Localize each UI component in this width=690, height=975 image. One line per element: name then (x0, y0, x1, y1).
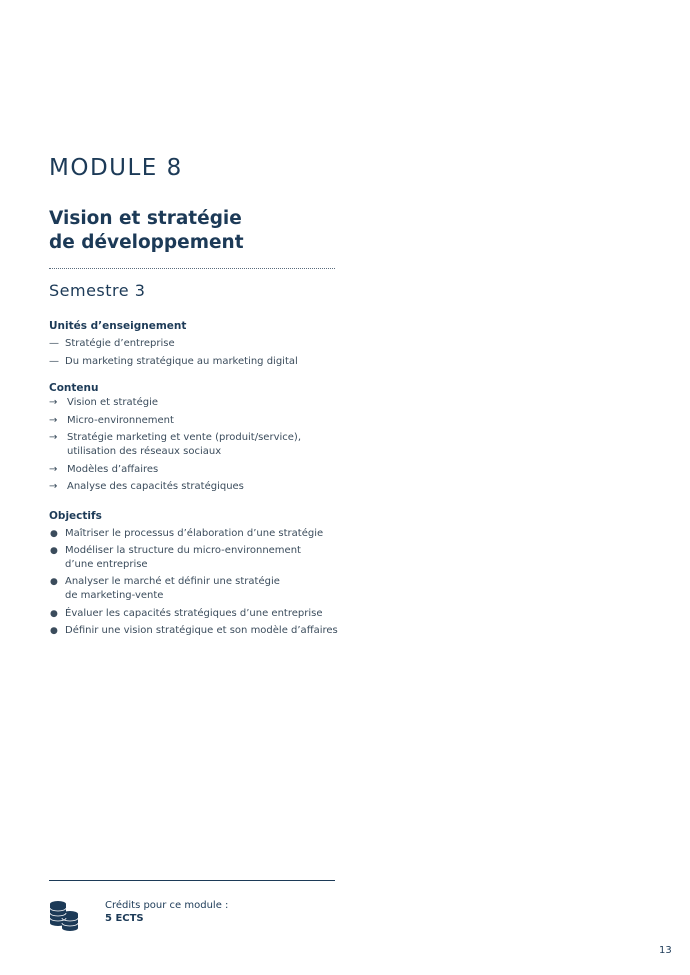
arrow-marker: → (49, 414, 58, 426)
list-item (49, 527, 349, 541)
list-item-text: Modéliser la structure du micro-environnement (65, 545, 301, 557)
list-item (49, 607, 349, 621)
list-item (49, 337, 349, 351)
credits-value: 5 ECTS (105, 913, 144, 924)
bullet-marker: ● (50, 608, 58, 619)
bullet-marker: ● (50, 529, 58, 539)
title-line-2: de développement (49, 232, 244, 253)
semester-label: Semestre 3 (49, 281, 146, 300)
teaching-units-heading: Unités d’enseignement (49, 320, 187, 332)
dotted-divider (49, 268, 335, 269)
list-item-text: Analyse des capacités stratégiques (67, 481, 244, 492)
list-item (49, 544, 349, 572)
list-item-text: Définir une vision stratégique et son modèle d’affaires (65, 624, 338, 636)
coins-icon (49, 900, 79, 932)
page-number: 13 (659, 945, 672, 956)
list-item (49, 575, 349, 603)
title-line-1: Vision et stratégie (49, 208, 242, 229)
dash-marker: — (49, 338, 59, 349)
list-item-text: de marketing-vente (65, 590, 164, 602)
dash-marker: — (49, 355, 59, 367)
list-item (49, 431, 349, 459)
bullet-marker: ● (50, 546, 58, 557)
list-item-text: utilisation des réseaux sociaux (67, 446, 222, 457)
list-item-text: Stratégie marketing et vente (produit/service), (67, 432, 301, 443)
bullet-marker: ● (50, 577, 58, 588)
list-item-text: Vision et stratégie (67, 397, 158, 408)
list-item-text: Stratégie d’entreprise (65, 338, 175, 349)
teaching-units-list (49, 337, 349, 372)
objectives-heading: Objectifs (49, 510, 102, 522)
list-item-text: Du marketing stratégique au marketing digital (65, 355, 298, 367)
content-list (49, 396, 349, 498)
page-title (49, 207, 244, 255)
module-label: MODULE 8 (49, 155, 183, 181)
list-item (49, 355, 349, 369)
objectives-list (49, 527, 349, 641)
arrow-marker: → (49, 432, 58, 443)
bullet-marker: ● (50, 625, 58, 636)
list-item (49, 624, 349, 638)
list-item-text: Maîtriser le processus d’élaboration d’une stratégie (65, 528, 324, 539)
bottom-divider (49, 880, 335, 881)
content-heading: Contenu (49, 382, 99, 394)
arrow-marker: → (49, 463, 58, 475)
list-item-text: Évaluer les capacités stratégiques d’une entreprise (65, 607, 323, 619)
list-item (49, 396, 349, 410)
arrow-marker: → (49, 397, 58, 408)
list-item-text: d’une entreprise (65, 559, 148, 571)
credits-label: Crédits pour ce module : (105, 900, 229, 911)
list-item-text: Analyser le marché et définir une stratégie (65, 576, 280, 588)
list-item-text: Modèles d’affaires (67, 463, 159, 475)
list-item (49, 414, 349, 428)
list-item (49, 463, 349, 477)
arrow-marker: → (49, 481, 58, 492)
list-item-text: Micro-environnement (67, 414, 174, 426)
list-item (49, 480, 349, 494)
